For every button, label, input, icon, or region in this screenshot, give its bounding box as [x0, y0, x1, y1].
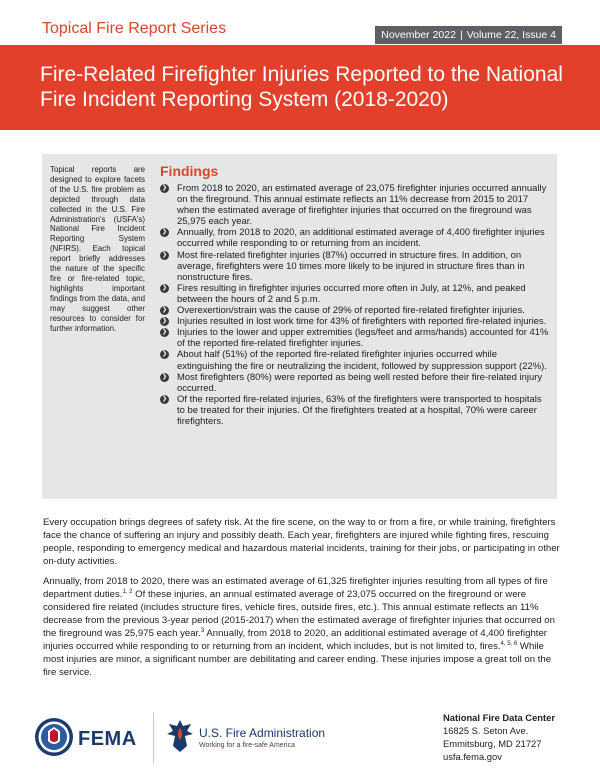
finding-item: [160, 394, 550, 427]
finding-text: Annually, from 2018 to 2020, an additional estimated average of 4,400 firefighter injuries occurred while responding to or returning from an incident.: [177, 227, 545, 250]
finding-item: [160, 305, 550, 316]
footnote-ref[interactable]: 1, 2: [122, 588, 133, 595]
chevron-right-icon: ❯: [161, 284, 168, 291]
series-title: Topical Fire Report Series: [42, 20, 227, 37]
contact-block: [443, 711, 555, 763]
issue-date: November 2022: [381, 29, 456, 41]
address-line: Emmitsburg, MD 21727: [443, 738, 542, 749]
sidebar-note: Topical reports are designed to explore facets of the U.S. fire problem as depicted through data collected in the U.S. Fire Administration's (USFA's) National Fire Incident Reporting System (NFIRS). Each topical report briefly addresses the nature of the specific fire or fire-related topic, highlights important findings from the data, and may suggest other resources to consider for further information.: [50, 165, 145, 333]
footnote-ref[interactable]: 4, 5, 6: [500, 640, 518, 647]
intro-paragraph: Every occupation brings degrees of safety risk. At the fire scene, on the way to or from a fire, or while training, firefighters face the chance of suffering an injury and possibly death. Each year, firefighters are injured while fighting fires, rescuing people, responding to emergency medical and hazardous material incidents, training for their jobs, or participating in other on-duty activities.: [43, 517, 560, 567]
chevron-right-icon: ❯: [161, 318, 168, 325]
chevron-right-icon: ❯: [161, 229, 168, 236]
finding-item: [160, 327, 550, 349]
finding-item: [160, 227, 550, 249]
findings-list: [160, 183, 550, 427]
finding-text: About half (51%) of the reported fire-related firefighter injuries occurred while extinguishing the fire or neutralizing the incident, followed by suppression support (22%).: [177, 349, 547, 372]
dhs-seal-icon: [34, 717, 74, 757]
footnote-ref[interactable]: 3: [200, 627, 205, 634]
chevron-right-icon: ❯: [161, 395, 168, 402]
fema-logo: FEMA: [78, 728, 137, 750]
issue-tag: November 2022 | Volume 22, Issue 4: [375, 26, 562, 44]
finding-item: [160, 316, 550, 327]
issue-volume: Volume 22, Issue 4: [466, 29, 556, 41]
chevron-right-icon: ❯: [161, 185, 168, 191]
finding-text: Overexertion/strain was the cause of 29% of reported fire-related firefighter injuries.: [177, 305, 525, 317]
finding-text: Injuries resulted in lost work time for 43% of firefighters with reported fire-related injuries.: [177, 316, 547, 328]
finding-text: Of the reported fire-related injuries, 63% of the firefighters were transported to hospitals to be treated for their injuries. Of the firefighters treated at a hospital, 70% were career firefighters.: [177, 393, 542, 427]
finding-item: [160, 283, 550, 305]
finding-text: Fires resulting in firefighter injuries occurred more often in July, at 12%, and peaked between the hours of 2 and 5 p.m.: [177, 282, 526, 305]
chevron-right-icon: ❯: [161, 373, 168, 380]
org-name: National Fire Data Center: [443, 712, 556, 723]
eagle-icon: [165, 718, 195, 754]
chevron-right-icon: ❯: [161, 351, 168, 358]
address-line: 16825 S. Seton Ave.: [443, 725, 529, 736]
findings-heading: Findings: [160, 163, 219, 179]
website-link[interactable]: usfa.fema.gov: [443, 751, 502, 762]
finding-text: From 2018 to 2020, an estimated average of 23,075 firefighter injuries occurred annually on the fireground. This annual estimate reflects an 11% decrease from 2015 to 2017 when the estimated average of firefighter injuries that occurred on the fireground was 25,975 each year.: [177, 183, 547, 228]
finding-item: [160, 183, 550, 227]
chevron-right-icon: ❯: [161, 251, 168, 258]
usfa-tagline: Working for a fire-safe America: [199, 742, 295, 749]
stats-paragraph: Annually, from 2018 to 2020, there was an estimated average of 61,325 firefighter injuries resulting from all types of fire department duties.$^{1, 2}$ Of these injuries, an annual estimated average of 23,075 occurred on the fireground or were considered fire related (includes structure fires, vehicle fires, outside fires, etc.). This annual estimate reflects an 11% decrease from the previous 3-year period (2015-2017) when the estimated average of firefighter injuries that occurred on the fireground was 25,975 each year.$^3$ Annually, from 2018 to 2020, an additional estimated average of 4,400 firefighter injuries occurred while responding to or returning from an incident, which includes, but is not limited to, fires.$^{4, 5, 6}$ While most injuries are minor, a significant number are debilitating and career ending. These injuries impose a great toll on the fire service.: [43, 576, 555, 678]
footer-divider: [153, 713, 154, 763]
finding-item: [160, 349, 550, 371]
finding-item: [160, 372, 550, 394]
chevron-right-icon: ❯: [161, 329, 168, 336]
finding-text: Injuries to the lower and upper extremities (legs/feet and arms/hands) accounted for 41% of the reported fire-related firefighter injuries.: [177, 327, 549, 350]
finding-item: [160, 250, 550, 283]
finding-text: Most fire-related firefighter injuries (87%) occurred in structure fires. In addition, on average, firefighters were 10 times more likely to be injured in structure fires than in nonstructure fires.: [177, 249, 525, 283]
finding-text: Most firefighters (80%) were reported as being well rested before their fire-related injury occurred.: [177, 371, 543, 394]
chevron-right-icon: ❯: [161, 307, 168, 314]
usfa-name: U.S. Fire Administration: [199, 726, 326, 740]
page-title: Fire-Related Firefighter Injuries Reported to the National Fire Incident Reporting System (2018-2020): [40, 63, 563, 111]
